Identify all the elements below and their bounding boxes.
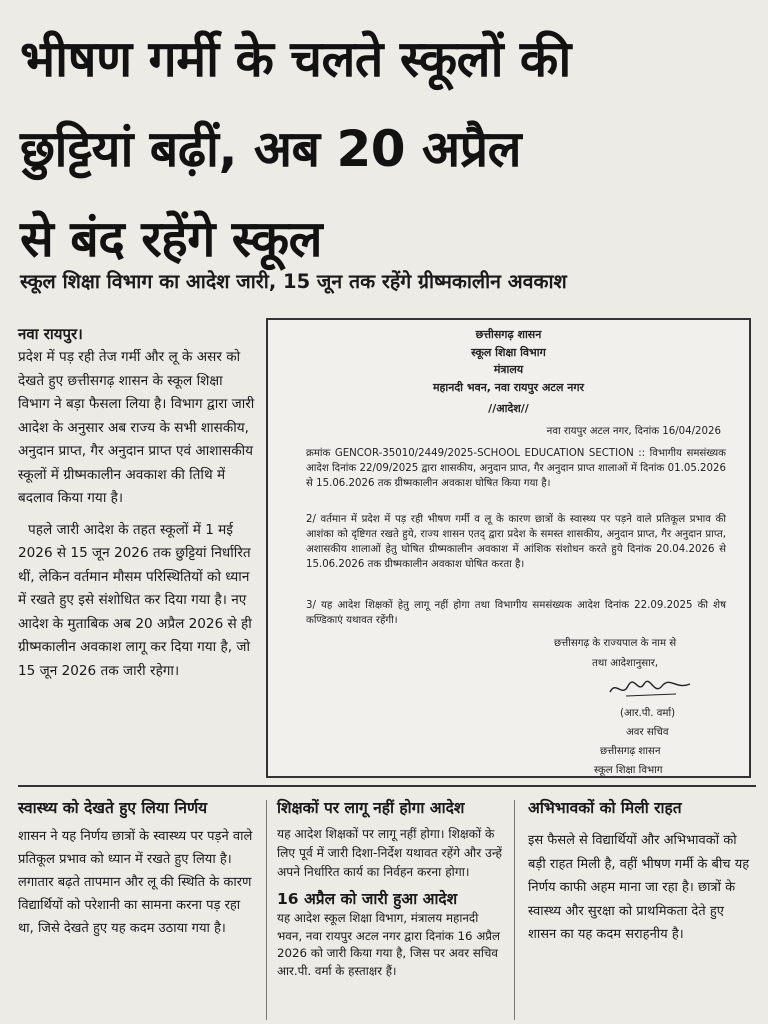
order-signatory-designation: अवर सचिव (626, 727, 669, 738)
section-divider (18, 785, 756, 787)
subheadline: स्कूल शिक्षा विभाग का आदेश जारी, 15 जून तक रहेंगे ग्रीष्मकालीन अवकाश (20, 270, 567, 293)
dateline: नवा रायपुर। (18, 325, 83, 343)
section-issued-text: यह आदेश स्कूल शिक्षा विभाग, मंत्रालय महानदी भवन, नवा रायपुर अटल नगर द्वारा दिनांक 16 अप्रैल 2026 को जारी किया गया है, जिस पर अवर सचिव आर.पी. वर्मा के हस्ताक्षर हैं। (277, 911, 500, 978)
section-teachers-title: शिक्षकों पर लागू नहीं होगा आदेश (277, 799, 465, 817)
column-rule-2 (514, 800, 515, 1020)
order-paragraph-3: 3/ यह आदेश शिक्षकों हेतु लागू नहीं होगा तथा विभागीय समसंख्यक आदेश दिनांक 22.09.2025 की शेष कण्डिकाएं यथावत रहेंगी। (306, 600, 726, 626)
section-parents-text: इस फैसले से विद्यार्थियों और अभिभावकों को बड़ी राहत मिली है, वहीं भीषण गर्मी के बीच यह निर्णय काफी अहम माना जा रहा है। छात्रों के स्वास्थ्य और सुरक्षा को प्राथमिकता देते हुए शासन का यह कदम सराहनीय है। (528, 833, 750, 942)
section-parents (528, 797, 756, 947)
headline-line-3: से बंद रहेंगे स्कूल (20, 210, 323, 268)
headline-line-2: छुट्टियां बढ़ीं, अब 20 अप्रैल (20, 120, 522, 178)
order-signatory-name: (आर.पी. वर्मा) (620, 708, 676, 719)
government-order-scan (266, 318, 751, 778)
headline (20, 14, 755, 284)
order-header (268, 326, 749, 418)
column-rule-1 (266, 800, 267, 1020)
order-address: महानदी भवन, नवा रायपुर अटल नगर (432, 380, 585, 394)
section-health-title: स्वास्थ्य को देखते हुए लिया निर्णय (18, 799, 208, 817)
order-signatory-gov: छत्तीसगढ़ शासन (600, 746, 661, 757)
lead-paragraph-2: पहले जारी आदेश के तहत स्कूलों में 1 मई 2026 से 15 जून 2026 तक छुट्टियां निर्धारित थीं, लेकिन वर्तमान मौसम परिस्थितियों को ध्यान में रखते हुए इसे संशोधित कर दिया गया है। नए आदेश के मुताबिक अब 20 अप्रैल 2026 से ही ग्रीष्मकालीन अवकाश लागू कर दिया गया है, जो 15 जून 2026 तक जारी रहेगा। (18, 521, 252, 679)
lead-paragraph-1: प्रदेश में पड़ रही तेज गर्मी और लू के असर को देखते हुए छत्तीसगढ़ शासन के स्कूल शिक्षा विभाग ने बड़ा फैसला लिया है। विभाग द्वारा जारी आदेश के अनुसार अब राज्य के सभी शासकीय, अनुदान प्राप्त, गैर अनुदान प्राप्त एवं आशासकीय स्कूलों में ग्रीष्मकालीन अवकाश की तिथि में बदलाव किया गया है। (18, 349, 255, 506)
headline-line-1: भीषण गर्मी के चलते स्कूलों की (20, 30, 571, 88)
section-issued-title: 16 अप्रैल को जारी हुआ आदेश (277, 890, 458, 908)
order-paragraph-1: क्रमांक GENCOR-35010/2449/2025-SCHOOL EDUCATION SECTION :: विभागीय समसंख्यक आदेश दिनांक 22/09/2025 द्वारा शासकीय, अनुदान प्राप्त, गैर अनुदान प्राप्त शालाओं में दिनांक 01.05.2026 से 15.06.2026 तक ग्रीष्मकालीन अवकाश घोषित किया गया है। (306, 448, 726, 489)
order-dept-name: स्कूल शिक्षा विभाग (471, 345, 546, 359)
order-gov-name: छत्तीसगढ़ शासन (475, 328, 542, 341)
order-reference-date: नवा रायपुर अटल नगर, दिनांक 16/04/2026 (546, 426, 721, 437)
order-order-by: तथा आदेशानुसार, (592, 658, 659, 669)
order-ministry: मंत्रालय (493, 363, 524, 376)
order-governor-line: छत्तीसगढ़ के राज्यपाल के नाम से (554, 638, 677, 649)
lead-article (18, 322, 256, 683)
section-teachers (277, 797, 503, 980)
section-health (18, 797, 256, 940)
order-signatory-dept: स्कूल शिक्षा विभाग (594, 765, 663, 776)
order-title: //आदेश// (488, 402, 529, 415)
signature-mark (606, 676, 696, 702)
section-parents-title: अभिभावकों को मिली राहत (528, 799, 682, 817)
order-paragraph-2: 2/ वर्तमान में प्रदेश में पड़ रही भीषण गर्मी व लू के कारण छात्रों के स्वास्थ्य पर पड़ने वाले प्रतिकूल प्रभाव की आशंका को दृष्टिगत रखते हुये, राज्य शासन एतद् द्वारा प्रदेश के समस्त शासकीय, अनुदान प्राप्त, गैर अनुदान प्राप्त, अशासकीय शालाओं हेतु घोषित ग्रीष्मकालीन अवकाश में आंशिक संशोधन करते हुये दिनांक 20.04.2026 से 15.06.2026 तक ग्रीष्मकालीन अवकाश घोषित करता है। (306, 514, 726, 570)
section-teachers-text: यह आदेश शिक्षकों पर लागू नहीं होगा। शिक्षकों के लिए पूर्व में जारी दिशा-निर्देश यथावत रहेंगे और उन्हें अपने निर्धारित कार्य का निर्वहन करना होगा। (277, 827, 502, 879)
section-health-text: शासन ने यह निर्णय छात्रों के स्वास्थ्य पर पड़ने वाले प्रतिकूल प्रभाव को ध्यान में रखते हुए लिया है। लगातार बढ़ते तापमान और लू की स्थिति के कारण विद्यार्थियों को परेशानी का सामना करना पड़ रहा था, जिसे देखते हुए यह कदम उठाया गया है। (18, 829, 253, 936)
